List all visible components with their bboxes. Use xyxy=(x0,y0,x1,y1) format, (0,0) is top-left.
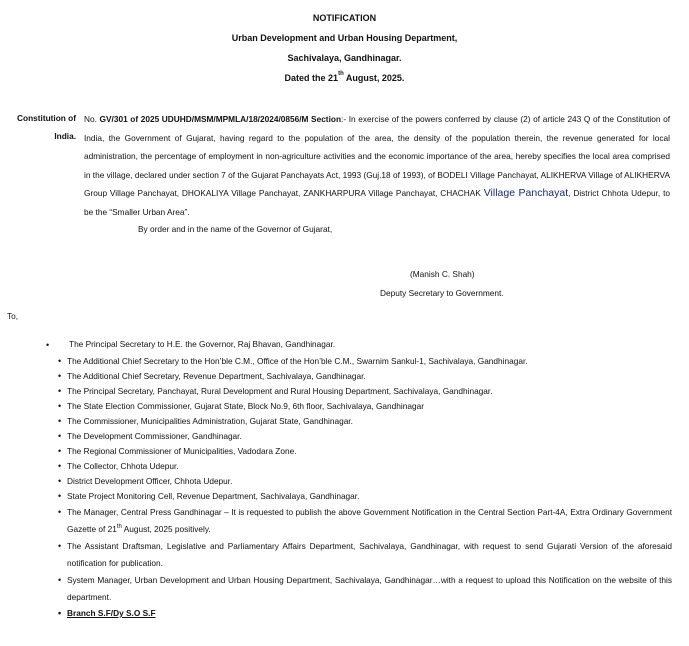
recipient-text: The Development Commissioner, Gandhinagar. xyxy=(67,431,242,441)
signatory-designation: Deputy Secretary to Government. xyxy=(380,288,504,298)
signatory-name: (Manish C. Shah) xyxy=(410,269,475,279)
recipient-text: The Regional Commissioner of Municipalities, Vadodara Zone. xyxy=(67,446,297,456)
list-item xyxy=(40,354,672,369)
side-label xyxy=(6,109,76,145)
bullet: • xyxy=(58,416,62,426)
list-item xyxy=(40,489,672,504)
recipient-text: The Principal Secretary to H.E. the Governor, Raj Bhavan, Gandhinagar. xyxy=(69,339,336,349)
list-item xyxy=(40,384,672,399)
recipient-text: The Assistant Draftsman, Legislative and Parliamentary Affairs Department, Sachivalaya, Gandhinagar, with request to send Gujarati Version of the aforesaid notification for publication. xyxy=(67,541,672,568)
dated-sup: th xyxy=(338,71,344,77)
dated-prefix: Dated the 21 xyxy=(284,73,339,83)
notification-text-highlight: Village Panchayat xyxy=(483,187,569,199)
dated-suffix: August, 2025. xyxy=(343,73,405,83)
side-label-line1: Constitution of xyxy=(17,113,76,123)
press-suffix: August, 2025 positively. xyxy=(121,524,211,534)
notification-text-part2: , District Chhota Udepur, to be the “Smaller Urban Area”. xyxy=(84,188,670,217)
bullet: • xyxy=(58,476,62,486)
list-item xyxy=(40,606,672,621)
recipient-text: The Collector, Chhota Udepur. xyxy=(67,461,179,471)
press-sup: th xyxy=(116,524,122,530)
list-item xyxy=(40,429,672,444)
list-item xyxy=(40,399,672,414)
bullet: • xyxy=(58,386,62,396)
notification-body xyxy=(84,110,670,221)
notification-text-part1: :- In exercise of the powers conferred by clause (2) of article 243 Q of the Constitution of India, the Government of Gujarat, having regard to the population of the area, the density of the population therein, the revenue generated for local administration, the percentage of employment in non-agriculture activities and the economic importance of the area, hereby specifies the local area comprised in the village, declared under section 7 of the Gujarat Panchayats Act, 1993 (Guj.18 of 1993), of BODELI Village Panchayat, ALIKHERVA Village of ALIKHERVA Group Village Panchayat, DHOKALIYA Village Panchayat, ZANKHARPURA Village Panchayat, CHACHAK xyxy=(84,114,670,198)
list-item xyxy=(40,572,672,606)
recipient-text: The Commissioner, Municipalities Administration, Gujarat State, Gandhinagar. xyxy=(67,416,353,426)
bullet: • xyxy=(46,340,50,350)
list-item xyxy=(40,538,672,572)
notification-heading: NOTIFICATION xyxy=(312,13,377,23)
bullet: • xyxy=(58,371,62,381)
list-item xyxy=(40,459,672,474)
bullet: • xyxy=(58,541,62,551)
list-item xyxy=(40,474,672,489)
recipient-text: The State Election Commissioner, Gujarat State, Block No.9, 6th floor, Sachivalaya, Gandhinagar xyxy=(67,401,424,411)
bullet: • xyxy=(58,461,62,471)
list-item xyxy=(40,337,672,352)
notification-reference: GV/301 of 2025 UDUHD/MSM/MPMLA/18/2024/0856/M Section xyxy=(99,114,342,124)
recipient-text: The Additional Chief Secretary, Revenue Department, Sachivalaya, Gandhinagar. xyxy=(67,371,366,381)
list-item xyxy=(40,369,672,384)
dated-heading xyxy=(0,73,689,83)
list-item xyxy=(40,444,672,459)
list-item xyxy=(40,414,672,429)
recipient-text: District Development Officer, Chhota Udepur. xyxy=(67,476,233,486)
bullet: • xyxy=(58,446,62,456)
location-heading: Sachivalaya, Gandhinagar. xyxy=(287,53,402,63)
bullet: • xyxy=(58,608,62,618)
no-label: No. xyxy=(84,114,97,124)
recipient-text: State Project Monitoring Cell, Revenue Department, Sachivalaya, Gandhinagar. xyxy=(67,491,360,501)
bullet: • xyxy=(58,401,62,411)
bullet: • xyxy=(58,575,62,585)
list-item xyxy=(40,504,672,538)
recipient-list xyxy=(40,337,672,621)
order-line: By order and in the name of the Governor of Gujarat, xyxy=(138,224,333,234)
bullet: • xyxy=(58,431,62,441)
branch-text: Branch S.F/Dy S.O S.F xyxy=(67,608,156,618)
recipient-text: The Additional Chief Secretary to the Hon’ble C.M., Office of the Hon’ble C.M., Swarnim Sankul-1, Sachivalaya, Gandhinagar. xyxy=(67,356,528,366)
bullet: • xyxy=(58,507,62,517)
department-heading: Urban Development and Urban Housing Department, xyxy=(231,33,458,43)
side-label-line2: India. xyxy=(54,131,76,141)
recipient-text: System Manager, Urban Development and Urban Housing Department, Sachivalaya, Gandhinagar…with a request to upload this Notification on the website of this department. xyxy=(67,575,672,602)
press-prefix: The Manager, Central Press Gandhinagar – It is requested to publish the above Government Notification in the Central Section Part-4A, Extra Ordinary Government Gazette of 21 xyxy=(67,507,672,534)
recipient-text: The Principal Secretary, Panchayat, Rural Development and Rural Housing Department, Sachivalaya, Gandhinagar. xyxy=(67,386,493,396)
bullet: • xyxy=(58,356,62,366)
bullet: • xyxy=(58,491,62,501)
to-label: To, xyxy=(7,311,19,321)
